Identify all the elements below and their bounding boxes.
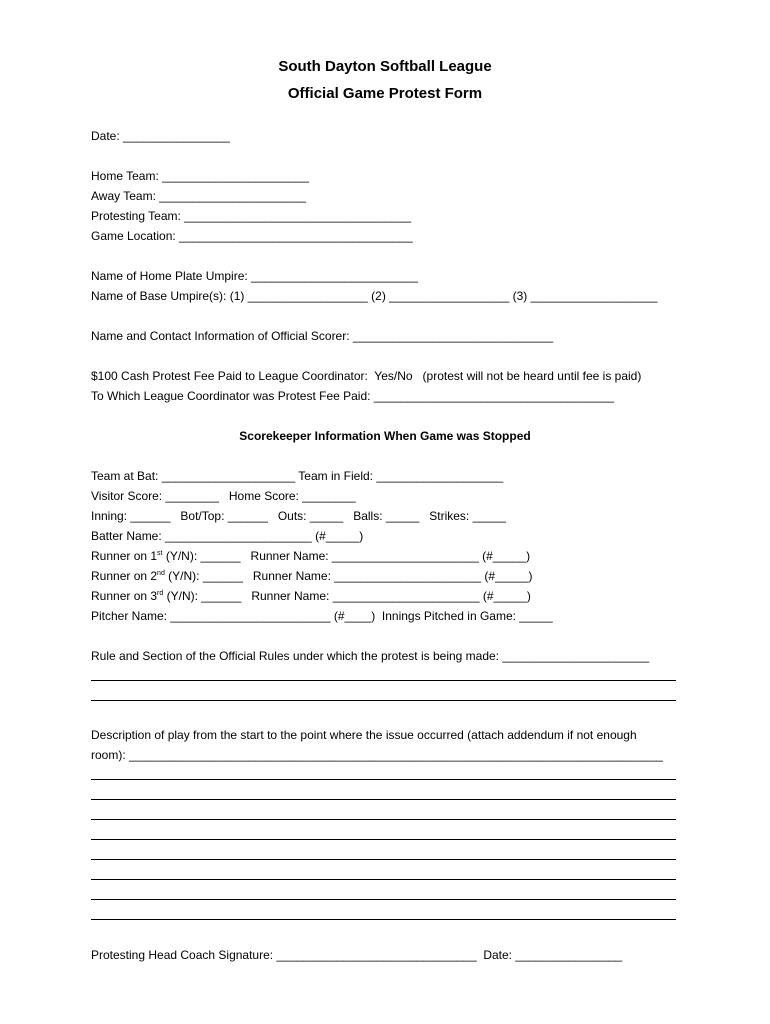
runner-third-label: Runner on 3: [91, 589, 158, 603]
rule-section-field[interactable]: Rule and Section of the Official Rules under which the protest is being made: ______________________: [91, 649, 650, 663]
rule-section-blank-line[interactable]: [91, 700, 676, 701]
date-field[interactable]: Date: ________________: [91, 129, 230, 143]
description-label: Description of play from the start to the point where the issue occurred (attach addendum if not enough: [91, 728, 637, 742]
home-plate-umpire-field[interactable]: Name of Home Plate Umpire: _________________________: [91, 269, 418, 283]
base-umpires-field[interactable]: Name of Base Umpire(s): (1) __________________ (2) __________________ (3) ___________________: [91, 289, 658, 303]
description-blank-line[interactable]: [91, 799, 676, 800]
runner-second-blanks[interactable]: (Y/N): ______ Runner Name: ______________________ (#_____): [164, 569, 533, 583]
runner-first-blanks[interactable]: (Y/N): ______ Runner Name: ______________________ (#_____): [162, 549, 531, 563]
inning-field[interactable]: Inning: ______ Bot/Top: ______ Outs: _____ Balls: _____ Strikes: _____: [91, 509, 506, 523]
description-blank-line[interactable]: [91, 859, 676, 860]
description-blank-line[interactable]: [91, 919, 676, 920]
team-at-bat-field[interactable]: Team at Bat: ____________________ Team in Field: ___________________: [91, 469, 504, 483]
description-blank-line[interactable]: [91, 779, 676, 780]
runner-third-field[interactable]: [91, 588, 531, 604]
runner-third-blanks[interactable]: (Y/N): ______ Runner Name: ______________________ (#_____): [163, 589, 531, 603]
protesting-team-field[interactable]: Protesting Team: __________________________________: [91, 209, 412, 223]
score-field[interactable]: Visitor Score: ________ Home Score: ________: [91, 489, 356, 503]
signature-field[interactable]: Protesting Head Coach Signature: ______________________________ Date: ________________: [91, 948, 623, 962]
runner-third-ordinal: rd: [157, 590, 164, 597]
protest-fee-field[interactable]: $100 Cash Protest Fee Paid to League Coordinator: Yes/No (protest will not be heard until fee is paid): [91, 369, 642, 383]
description-blank-line[interactable]: [91, 879, 676, 880]
description-blank-line[interactable]: [91, 899, 676, 900]
runner-first-field[interactable]: [91, 548, 530, 564]
description-blank-line[interactable]: [91, 839, 676, 840]
pitcher-field[interactable]: Pitcher Name: ________________________ (#____) Innings Pitched in Game: _____: [91, 609, 553, 623]
league-title: South Dayton Softball League: [278, 58, 492, 75]
form-title: Official Game Protest Form: [287, 85, 483, 102]
game-location-field[interactable]: Game Location: ___________________________________: [91, 229, 413, 243]
official-scorer-field[interactable]: Name and Contact Information of Official Scorer: ______________________________: [91, 329, 554, 343]
away-team-field[interactable]: Away Team: ______________________: [91, 189, 307, 203]
runner-second-ordinal: nd: [157, 570, 165, 577]
scorekeeper-heading: Scorekeeper Information When Game was Stopped: [239, 429, 531, 443]
fee-coordinator-field[interactable]: To Which League Coordinator was Protest Fee Paid: ____________________________________: [91, 389, 615, 403]
runner-second-label: Runner on 2: [91, 569, 158, 583]
rule-section-blank-line[interactable]: [91, 680, 676, 681]
batter-field[interactable]: Batter Name: ______________________ (#_____): [91, 529, 364, 543]
home-team-field[interactable]: Home Team: ______________________: [91, 169, 309, 183]
description-field[interactable]: room): ________________________________________________________________________________: [91, 748, 663, 762]
description-blank-line[interactable]: [91, 819, 676, 820]
runner-second-field[interactable]: [91, 568, 532, 584]
runner-first-ordinal: st: [157, 550, 163, 557]
runner-first-label: Runner on 1: [91, 549, 158, 563]
